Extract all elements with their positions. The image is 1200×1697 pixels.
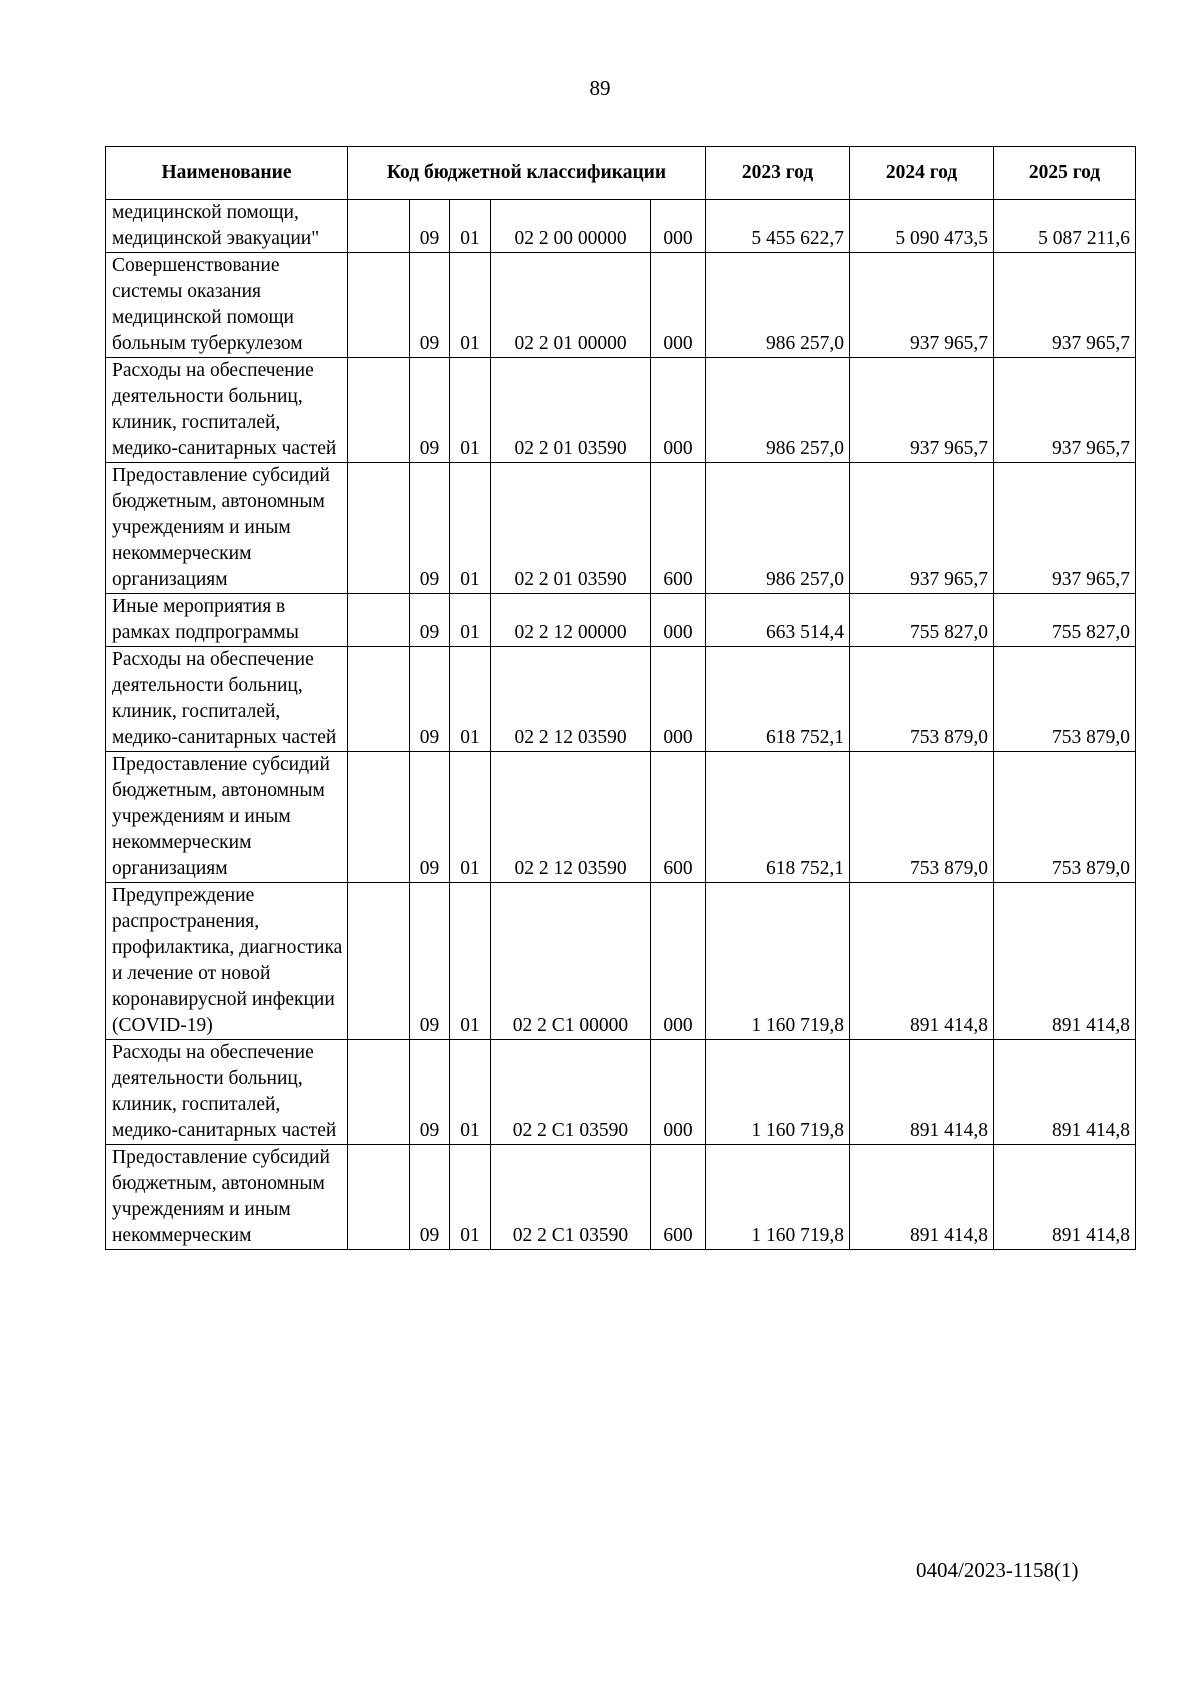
table-row	[106, 752, 1136, 883]
cell-code-target: 02 2 01 03590	[491, 358, 651, 463]
header-name: Наименование	[106, 147, 348, 200]
cell-name: Расходы на обеспечение деятельности больниц, клиник, госпиталей, медико-санитарных частей	[106, 1040, 348, 1145]
cell-2024: 755 827,0	[850, 594, 994, 647]
cell-name: Расходы на обеспечение деятельности больниц, клиник, госпиталей, медико-санитарных частей	[106, 647, 348, 752]
cell-2025: 5 087 211,6	[994, 200, 1136, 253]
cell-code-target: 02 2 12 03590	[491, 647, 651, 752]
cell-2025: 891 414,8	[994, 883, 1136, 1040]
table-row	[106, 253, 1136, 358]
cell-code-expense-type: 000	[651, 200, 706, 253]
cell-2025: 937 965,7	[994, 358, 1136, 463]
cell-code-expense-type: 000	[651, 647, 706, 752]
cell-2023: 986 257,0	[706, 253, 850, 358]
cell-code-target: 02 2 01 00000	[491, 253, 651, 358]
cell-code-admin	[348, 1040, 410, 1145]
cell-2023: 1 160 719,8	[706, 1040, 850, 1145]
cell-2024: 753 879,0	[850, 752, 994, 883]
cell-2025: 891 414,8	[994, 1040, 1136, 1145]
cell-code-subsection: 01	[450, 647, 491, 752]
cell-2023: 618 752,1	[706, 752, 850, 883]
cell-code-subsection: 01	[450, 1040, 491, 1145]
cell-name: Предупреждение распространения, профилактика, диагностика и лечение от новой коронавирусной инфекции (COVID-19)	[106, 883, 348, 1040]
table-row	[106, 1040, 1136, 1145]
cell-code-section: 09	[410, 594, 450, 647]
cell-code-target: 02 2 C1 03590	[491, 1040, 651, 1145]
cell-2023: 1 160 719,8	[706, 883, 850, 1040]
table-row	[106, 883, 1136, 1040]
table-row	[106, 358, 1136, 463]
cell-code-target: 02 2 12 00000	[491, 594, 651, 647]
cell-code-section: 09	[410, 647, 450, 752]
cell-code-expense-type: 600	[651, 1145, 706, 1250]
cell-code-target: 02 2 12 03590	[491, 752, 651, 883]
cell-code-subsection: 01	[450, 358, 491, 463]
cell-code-admin	[348, 200, 410, 253]
cell-2024: 753 879,0	[850, 647, 994, 752]
cell-name: Предоставление субсидий бюджетным, автономным учреждениям и иным некоммерческим организациям	[106, 463, 348, 594]
cell-code-subsection: 01	[450, 1145, 491, 1250]
cell-code-admin	[348, 463, 410, 594]
cell-code-expense-type: 000	[651, 253, 706, 358]
cell-code-section: 09	[410, 1040, 450, 1145]
cell-code-expense-type: 000	[651, 1040, 706, 1145]
page-number: 89	[589, 76, 611, 100]
header-2024: 2024 год	[850, 147, 994, 200]
cell-2024: 5 090 473,5	[850, 200, 994, 253]
cell-name: Иные мероприятия в рамках подпрограммы	[106, 594, 348, 647]
table-row	[106, 200, 1136, 253]
cell-2024: 937 965,7	[850, 358, 994, 463]
cell-code-expense-type: 000	[651, 594, 706, 647]
cell-code-expense-type: 600	[651, 752, 706, 883]
cell-code-expense-type: 000	[651, 883, 706, 1040]
cell-code-target: 02 2 00 00000	[491, 200, 651, 253]
cell-code-section: 09	[410, 883, 450, 1040]
cell-code-subsection: 01	[450, 253, 491, 358]
cell-2023: 986 257,0	[706, 358, 850, 463]
cell-2025: 937 965,7	[994, 253, 1136, 358]
cell-code-section: 09	[410, 752, 450, 883]
cell-2025: 753 879,0	[994, 752, 1136, 883]
cell-2025: 753 879,0	[994, 647, 1136, 752]
cell-code-subsection: 01	[450, 463, 491, 594]
cell-2023: 618 752,1	[706, 647, 850, 752]
cell-code-section: 09	[410, 358, 450, 463]
cell-code-section: 09	[410, 463, 450, 594]
cell-code-subsection: 01	[450, 594, 491, 647]
header-code: Код бюджетной классификации	[348, 147, 706, 200]
cell-name: медицинской помощи, медицинской эвакуации"	[106, 200, 348, 253]
cell-code-admin	[348, 253, 410, 358]
cell-code-subsection: 01	[450, 752, 491, 883]
table-header-row	[106, 147, 1136, 200]
cell-2025: 937 965,7	[994, 463, 1136, 594]
table-row	[106, 594, 1136, 647]
cell-code-target: 02 2 01 03590	[491, 463, 651, 594]
cell-2024: 937 965,7	[850, 463, 994, 594]
cell-code-expense-type: 000	[651, 358, 706, 463]
cell-2025: 755 827,0	[994, 594, 1136, 647]
cell-code-section: 09	[410, 253, 450, 358]
cell-code-admin	[348, 883, 410, 1040]
cell-name: Совершенствование системы оказания медицинской помощи больным туберкулезом	[106, 253, 348, 358]
cell-2024: 891 414,8	[850, 1145, 994, 1250]
document-code: 0404/2023-1158(1)	[916, 1558, 1079, 1582]
cell-2024: 891 414,8	[850, 883, 994, 1040]
cell-code-subsection: 01	[450, 200, 491, 253]
cell-2023: 986 257,0	[706, 463, 850, 594]
cell-2023: 1 160 719,8	[706, 1145, 850, 1250]
cell-2024: 891 414,8	[850, 1040, 994, 1145]
table-row	[106, 647, 1136, 752]
cell-2025: 891 414,8	[994, 1145, 1136, 1250]
cell-2024: 937 965,7	[850, 253, 994, 358]
cell-code-target: 02 2 C1 00000	[491, 883, 651, 1040]
table-row	[106, 463, 1136, 594]
cell-code-admin	[348, 1145, 410, 1250]
cell-2023: 663 514,4	[706, 594, 850, 647]
header-2025: 2025 год	[994, 147, 1136, 200]
table-row	[106, 1145, 1136, 1250]
header-2023: 2023 год	[706, 147, 850, 200]
cell-code-admin	[348, 594, 410, 647]
cell-code-section: 09	[410, 200, 450, 253]
cell-code-target: 02 2 C1 03590	[491, 1145, 651, 1250]
cell-code-admin	[348, 358, 410, 463]
cell-code-admin	[348, 752, 410, 883]
cell-code-subsection: 01	[450, 883, 491, 1040]
table-body	[106, 200, 1136, 1250]
cell-name: Предоставление субсидий бюджетным, автономным учреждениям и иным некоммерческим организациям	[106, 752, 348, 883]
cell-2023: 5 455 622,7	[706, 200, 850, 253]
cell-code-section: 09	[410, 1145, 450, 1250]
budget-table	[105, 146, 1136, 1250]
cell-name: Расходы на обеспечение деятельности больниц, клиник, госпиталей, медико-санитарных частей	[106, 358, 348, 463]
cell-code-expense-type: 600	[651, 463, 706, 594]
cell-code-admin	[348, 647, 410, 752]
cell-name: Предоставление субсидий бюджетным, автономным учреждениям и иным некоммерческим	[106, 1145, 348, 1250]
